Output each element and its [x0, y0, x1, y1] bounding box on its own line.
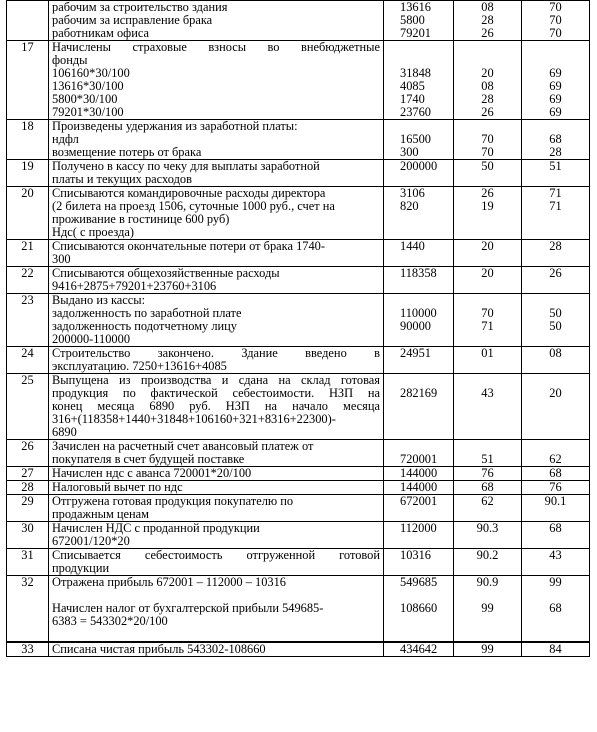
row-number: 17: [7, 41, 49, 120]
ledger-row: [7, 642, 590, 657]
operation-description: [49, 522, 384, 549]
credit-account-value: 68: [549, 521, 562, 535]
operation-description: [49, 347, 384, 374]
operation-line: 6383 = 543302*20/100: [52, 614, 168, 628]
amount-value: 79201: [400, 26, 431, 40]
debit-account-cell: [454, 294, 522, 347]
ledger-row: [7, 267, 590, 294]
operation-line: Налоговый вычет по ндс: [52, 480, 183, 494]
amount-cell: [384, 1, 454, 41]
operation-line: Строительство закончено. Здание введено в: [52, 346, 380, 360]
row-number: 18: [7, 120, 49, 160]
operation-line: Выпущена из производства и сдана на склад готовая: [52, 373, 380, 387]
debit-account-value: 90.2: [476, 548, 499, 562]
amount-value: 1440: [400, 239, 425, 253]
operation-line: Начислен НДС с проданной продукции: [52, 521, 260, 535]
operation-line: (2 билета на проезд 1506, суточные 1000 руб., счет на: [52, 199, 335, 213]
ledger-row: [7, 294, 590, 347]
credit-account-cell: [522, 347, 590, 374]
credit-account-cell: [522, 1, 590, 41]
amount-cell: [384, 187, 454, 240]
row-number: 26: [7, 440, 49, 467]
ledger-row: [7, 240, 590, 267]
amount-value: 434642: [400, 642, 438, 656]
amount-value: 4085: [400, 79, 425, 93]
operation-description: [49, 642, 384, 657]
ledger-row: [7, 495, 590, 522]
debit-account-cell: [454, 347, 522, 374]
credit-account-cell: [522, 495, 590, 522]
operation-description: [49, 481, 384, 495]
debit-account-cell: [454, 440, 522, 467]
credit-account-value: 70: [549, 0, 562, 14]
row-number: 24: [7, 347, 49, 374]
credit-account-value: 71: [549, 186, 562, 200]
operation-line: платы и текущих расходов: [52, 172, 192, 186]
row-number: 27: [7, 467, 49, 481]
credit-account-value: 84: [549, 642, 562, 656]
credit-account-cell: [522, 467, 590, 481]
amount-value: 31848: [400, 66, 431, 80]
debit-account-cell: [454, 267, 522, 294]
operation-description: [49, 1, 384, 41]
ledger-row: [7, 576, 590, 643]
credit-account-cell: [522, 642, 590, 657]
operation-line: 672001/120*20: [52, 534, 130, 548]
operation-line: 13616*30/100: [52, 79, 124, 93]
operation-description: [49, 374, 384, 440]
amount-cell: [384, 267, 454, 294]
operation-line: Списывается себестоимость отгруженной готовой: [52, 548, 380, 562]
ledger-row: [7, 440, 590, 467]
operation-line: Отражена прибыль 672001 – 112000 – 10316: [52, 575, 286, 589]
row-number: 29: [7, 495, 49, 522]
debit-account-value: 20: [481, 66, 494, 80]
operation-line: Отгружена готовая продукция покупателю по: [52, 494, 294, 508]
operation-description: [49, 467, 384, 481]
credit-account-value: 68: [549, 601, 562, 615]
operation-line: продукции: [52, 561, 110, 575]
ledger-row: [7, 467, 590, 481]
operation-line: 5800*30/100: [52, 92, 118, 106]
debit-account-cell: [454, 642, 522, 657]
credit-account-value: 99: [549, 575, 562, 589]
operation-line: 79201*30/100: [52, 105, 124, 119]
operation-line: Зачислен на расчетный счет авансовый платеж от: [52, 439, 314, 453]
debit-account-value: 28: [481, 13, 494, 27]
amount-value: 720001: [400, 452, 438, 466]
row-number: 19: [7, 160, 49, 187]
amount-cell: [384, 374, 454, 440]
row-number: 21: [7, 240, 49, 267]
operation-line: эксплуатацию. 7250+13616+4085: [52, 359, 227, 373]
debit-account-value: 99: [481, 601, 494, 615]
debit-account-value: 76: [481, 466, 494, 480]
credit-account-cell: [522, 374, 590, 440]
operation-line: Списываются общехозяйственные расходы: [52, 266, 280, 280]
debit-account-value: 43: [481, 386, 494, 400]
row-number: 25: [7, 374, 49, 440]
operation-description: [49, 267, 384, 294]
amount-value: 23760: [400, 105, 431, 119]
amount-value: [400, 41, 450, 54]
operation-line: 316+(118358+1440+31848+106160+321+8316+22300)-: [52, 412, 336, 426]
operation-line: 200000-110000: [52, 332, 131, 346]
debit-account-cell: [454, 1, 522, 41]
ledger-row: [7, 549, 590, 576]
credit-account-value: 26: [549, 266, 562, 280]
debit-account-cell: [454, 549, 522, 576]
debit-account-value: 20: [481, 239, 494, 253]
debit-account-value: 70: [481, 145, 494, 159]
debit-account-cell: [454, 41, 522, 120]
credit-account-value: 90.1: [544, 494, 567, 508]
ledger-row: [7, 160, 590, 187]
operation-description: [49, 240, 384, 267]
line-spacer: [52, 628, 380, 641]
amount-cell: [384, 160, 454, 187]
debit-account-value: 68: [481, 480, 494, 494]
debit-account-value: 51: [481, 452, 494, 466]
credit-account-value: 28: [549, 239, 562, 253]
operation-description: [49, 440, 384, 467]
operation-line: задолженность подотчетному лицу: [52, 319, 237, 333]
debit-account-value: 90.9: [476, 575, 499, 589]
debit-account-cell: [454, 240, 522, 267]
row-number: 20: [7, 187, 49, 240]
operation-description: [49, 549, 384, 576]
ledger-row: [7, 1, 590, 41]
operation-line: 106160*30/100: [52, 66, 130, 80]
operation-description: [49, 495, 384, 522]
amount-cell: [384, 495, 454, 522]
operation-line: рабочим за исправление брака: [52, 13, 213, 27]
debit-account-value: 70: [481, 132, 494, 146]
operation-line: фонды: [52, 53, 88, 67]
debit-account-value: 99: [481, 642, 494, 656]
amount-value: 300: [400, 145, 419, 159]
debit-account-cell: [454, 576, 522, 643]
operation-description: [49, 120, 384, 160]
operation-line: Выдано из кассы:: [52, 293, 146, 307]
ledger-row: [7, 481, 590, 495]
amount-cell: [384, 549, 454, 576]
amount-cell: [384, 642, 454, 657]
operation-line: Начислен налог от бухгалтерской прибыли 549685-: [52, 601, 324, 615]
credit-account-value: 50: [549, 319, 562, 333]
amount-cell: [384, 347, 454, 374]
amount-value: 144000: [400, 466, 438, 480]
debit-account-value: 26: [481, 105, 494, 119]
amount-value: 144000: [400, 480, 438, 494]
credit-account-cell: [522, 267, 590, 294]
credit-account-cell: [522, 41, 590, 120]
credit-account-cell: [522, 160, 590, 187]
debit-account-cell: [454, 495, 522, 522]
credit-account-value: 28: [549, 145, 562, 159]
operation-line: продажным ценам: [52, 507, 150, 521]
operation-line: Начислен ндс с аванса 720001*20/100: [52, 466, 252, 480]
credit-account-cell: [522, 294, 590, 347]
ledger-row: [7, 41, 590, 120]
credit-account-cell: [522, 120, 590, 160]
ledger-row: [7, 522, 590, 549]
operation-line: 9416+2875+79201+23760+3106: [52, 279, 217, 293]
operation-line: продукция по фактической себестоимости. НЗП на: [52, 386, 380, 400]
amount-cell: [384, 440, 454, 467]
amount-value: 112000: [400, 521, 437, 535]
operation-line: Списываются окончательные потери от брака 1740-: [52, 239, 325, 253]
debit-account-cell: [454, 120, 522, 160]
amount-value: 5800: [400, 13, 425, 27]
debit-account-cell: [454, 374, 522, 440]
debit-account-value: 01: [481, 346, 494, 360]
credit-account-value: 43: [549, 548, 562, 562]
debit-account-value: 26: [481, 186, 494, 200]
debit-account-value: 50: [481, 159, 494, 173]
row-number: 31: [7, 549, 49, 576]
ledger-row: [7, 374, 590, 440]
operation-line: возмещение потерь от брака: [52, 145, 202, 159]
credit-account-value: 51: [549, 159, 562, 173]
debit-account-value: 08: [481, 79, 494, 93]
operation-description: [49, 160, 384, 187]
credit-account-cell: [522, 576, 590, 643]
operation-line: Произведены удержания из заработной платы:: [52, 119, 298, 133]
operation-line: 300: [52, 252, 71, 266]
operation-line: работникам офиса: [52, 26, 149, 40]
credit-account-value: 08: [549, 346, 562, 360]
credit-account-cell: [522, 187, 590, 240]
credit-account-value: 69: [549, 66, 562, 80]
operation-line: Списана чистая прибыль 543302-108660: [52, 642, 266, 656]
credit-account-value: 50: [549, 306, 562, 320]
row-number: 33: [7, 642, 49, 657]
debit-account-cell: [454, 160, 522, 187]
amount-value: 16500: [400, 132, 431, 146]
credit-account-value: 69: [549, 92, 562, 106]
ledger-row: [7, 187, 590, 240]
operation-line: Начислены страховые взносы во внебюджетные: [52, 40, 380, 54]
amount-cell: [384, 576, 454, 643]
debit-account-value: 08: [481, 0, 494, 14]
amount-value: 10316: [400, 548, 431, 562]
credit-account-value: 68: [549, 466, 562, 480]
debit-account-value: 26: [481, 26, 494, 40]
operation-line: проживание в гостинице 600 руб): [52, 212, 230, 226]
operation-line: Ндс( с проезда): [52, 225, 134, 239]
amount-cell: [384, 41, 454, 120]
amount-cell: [384, 294, 454, 347]
operation-line: покупателя в счет будущей поставке: [52, 452, 245, 466]
ledger-row: [7, 347, 590, 374]
credit-account-value: 62: [549, 452, 562, 466]
row-number: 28: [7, 481, 49, 495]
credit-account-cell: [522, 549, 590, 576]
row-number: 32: [7, 576, 49, 643]
amount-value: 118358: [400, 266, 437, 280]
operation-description: [49, 294, 384, 347]
debit-account-value: 28: [481, 92, 494, 106]
amount-cell: [384, 467, 454, 481]
amount-cell: [384, 120, 454, 160]
debit-account-value: 71: [481, 319, 494, 333]
debit-account-cell: [454, 481, 522, 495]
operation-line: ндфл: [52, 132, 79, 146]
operation-line: задолженность по заработной плате: [52, 306, 242, 320]
amount-cell: [384, 240, 454, 267]
amount-value: 672001: [400, 494, 438, 508]
credit-account-value: 70: [549, 13, 562, 27]
amount-cell: [384, 481, 454, 495]
ledger-row: [7, 120, 590, 160]
credit-account-value: 70: [549, 26, 562, 40]
credit-account-value: 71: [549, 199, 562, 213]
amount-value: 90000: [400, 319, 431, 333]
amount-cell: [384, 522, 454, 549]
credit-account-value: 69: [549, 105, 562, 119]
credit-account-cell: [522, 481, 590, 495]
credit-account-cell: [522, 240, 590, 267]
amount-value: 110000: [400, 306, 437, 320]
amount-value: 1740: [400, 92, 425, 106]
operation-description: [49, 576, 384, 643]
amount-value: 549685: [400, 575, 438, 589]
ledger-table: [6, 0, 590, 657]
amount-value: 13616: [400, 0, 431, 14]
row-number: [7, 1, 49, 41]
operation-line: конец месяца 6890 руб. НЗП на начало месяца: [52, 399, 380, 413]
debit-account-value: 62: [481, 494, 494, 508]
credit-account-cell: [522, 440, 590, 467]
debit-account-value: 90.3: [476, 521, 499, 535]
row-number: 22: [7, 267, 49, 294]
amount-value: 282169: [400, 386, 438, 400]
debit-account-value: 19: [481, 199, 494, 213]
credit-account-value: 76: [549, 480, 562, 494]
operation-line: рабочим за строительство здания: [52, 0, 228, 14]
credit-account-value: 20: [549, 386, 562, 400]
operation-description: [49, 187, 384, 240]
credit-account-value: 68: [549, 132, 562, 146]
debit-account-value: 70: [481, 306, 494, 320]
operation-line: Списываются командировочные расходы директора: [52, 186, 326, 200]
operation-description: [49, 41, 384, 120]
amount-value: 24951: [400, 346, 431, 360]
debit-account-cell: [454, 522, 522, 549]
amount-value: 3106: [400, 186, 425, 200]
ledger-body: [7, 1, 590, 657]
row-number: 23: [7, 294, 49, 347]
amount-value: 108660: [400, 601, 438, 615]
operation-line: Получено в кассу по чеку для выплаты заработной: [52, 159, 320, 173]
credit-account-value: 69: [549, 79, 562, 93]
credit-account-cell: [522, 522, 590, 549]
operation-line: 6890: [52, 425, 77, 439]
debit-account-cell: [454, 187, 522, 240]
debit-account-value: 20: [481, 266, 494, 280]
debit-account-cell: [454, 467, 522, 481]
amount-value: 820: [400, 199, 419, 213]
amount-value: 200000: [400, 159, 438, 173]
row-number: 30: [7, 522, 49, 549]
